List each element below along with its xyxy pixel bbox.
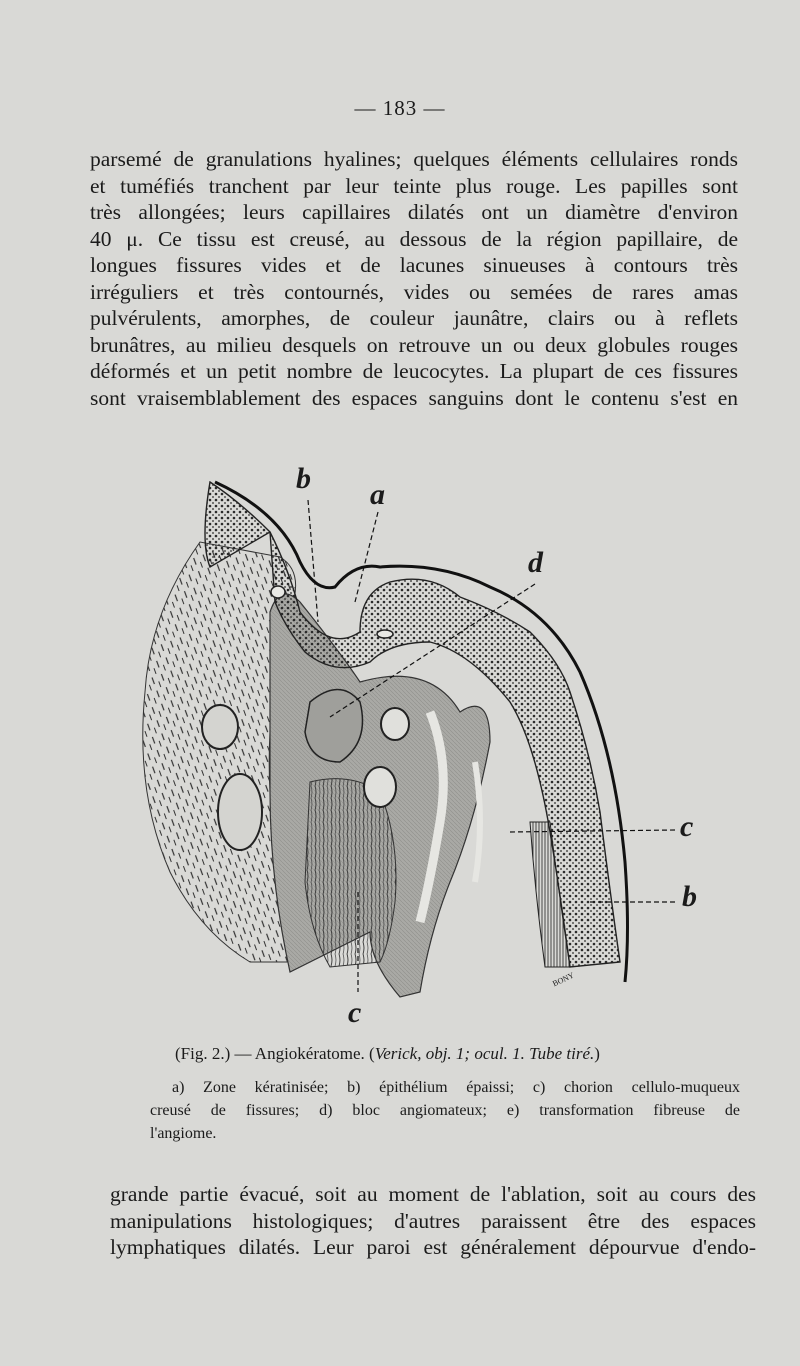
text-line: déformés et un petit nombre de leucocytes. La plupart de ces fissures [90, 359, 738, 383]
caption-title-suffix: ) [594, 1044, 600, 1063]
vessel-lumen [381, 708, 409, 740]
angiokeratoma-illustration [130, 462, 710, 1032]
text-line: 40 μ. Ce tissu est creusé, au dessous de la région papillaire, de [90, 226, 738, 251]
text-line: très allongées; leurs capillaires dilatés ont un diamètre d'environ [90, 200, 738, 224]
text-line: parsemé de granulations hyalines; quelques éléments cellulaires ronds [90, 147, 738, 171]
text-line: grande partie évacué, soit au moment de l'ablation, soit au cours des [110, 1182, 756, 1206]
vessel-lumen [218, 774, 262, 850]
label-d: d [528, 546, 543, 579]
vessel-lumen [377, 630, 393, 638]
caption-line: creusé de fissures; d) bloc angiomateux; e) transformation fibreuse de [150, 1102, 740, 1119]
text-line: longues fissures vides et de lacunes sinueuses à contours très [90, 253, 738, 277]
vessel-lumen [271, 586, 285, 598]
text-line: sont vraisemblablement des espaces sanguins dont le contenu s'est en [90, 385, 738, 410]
caption-line: l'angiome. [150, 1125, 217, 1142]
illustrator-signature: BONY [551, 970, 576, 989]
vessel-lumen [202, 705, 238, 749]
text-line: manipulations histologiques; d'autres paraissent être des espaces [110, 1208, 756, 1233]
text-line: pulvérulents, amorphes, de couleur jaunâtre, clairs ou à reflets [90, 306, 738, 330]
vessel-lumen [364, 767, 396, 807]
text-line: irréguliers et très contournés, vides ou semées de rares amas [90, 279, 738, 304]
histology-figure [130, 462, 710, 1032]
label-b-right: b [682, 880, 697, 913]
caption-title-italic: Verick, obj. 1; ocul. 1. Tube tiré. [374, 1044, 595, 1063]
text-line: lymphatiques dilatés. Leur paroi est généralement dépourvue d'endo- [110, 1235, 756, 1259]
paragraph-bottom [110, 1181, 756, 1261]
text-line: brunâtres, au milieu desquels on retrouve un ou deux globules rouges [90, 332, 738, 357]
paragraph-top [90, 146, 738, 411]
fissure [475, 762, 480, 882]
figure-caption-legend [150, 1076, 740, 1145]
label-b-top: b [296, 462, 311, 495]
label-a: a [370, 478, 385, 511]
caption-title-prefix: (Fig. 2.) — Angiokératome. ( [175, 1044, 375, 1063]
label-c-right: c [680, 810, 694, 843]
figure-caption-title [175, 1044, 735, 1064]
page-number: — 183 — [354, 96, 446, 120]
caption-line: a) Zone kératinisée; b) épithélium épaissi; c) chorion cellulo-muqueux [172, 1079, 740, 1096]
text-line: et tuméfiés tranchent par leur teinte plus rouge. Les papilles sont [90, 173, 738, 198]
label-c-bottom: c [348, 996, 362, 1029]
